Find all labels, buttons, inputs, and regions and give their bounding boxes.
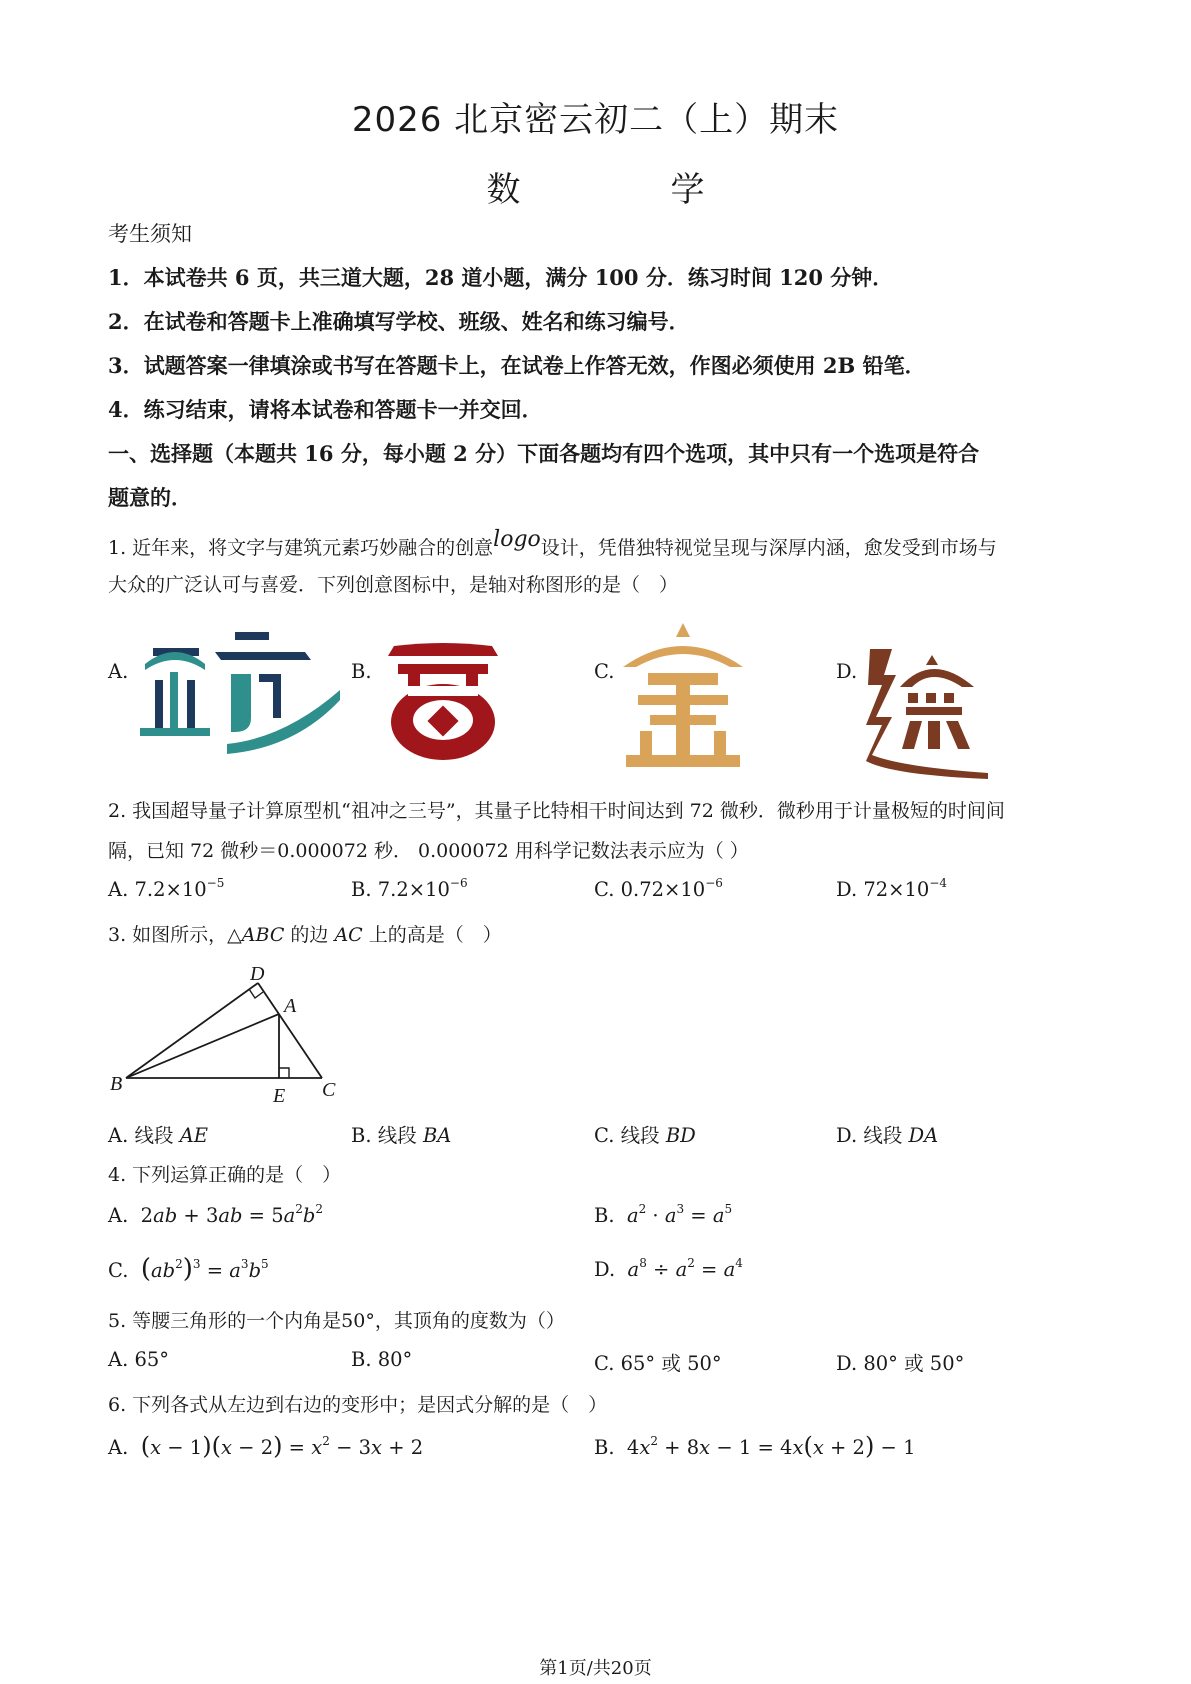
logo-b-red-character[interactable]: [378, 620, 508, 770]
question-1-text-b: 设计，凭借独特视觉呈现与深厚内涵，愈发受到市场与: [540, 537, 997, 559]
q1-option-c-label[interactable]: C.: [594, 660, 615, 683]
logo-d-brown-character[interactable]: [862, 645, 992, 779]
question-1-text-a: 1. 近年来，将文字与建筑元素巧妙融合的创意: [108, 537, 494, 559]
label-a: A: [284, 995, 297, 1017]
label-b: B: [110, 1073, 123, 1095]
question-1-line2: 大众的广泛认可与喜爱．下列创意图标中，是轴对称图形的是（ ）: [108, 574, 679, 596]
q2-option-a-label: A.: [108, 878, 129, 901]
q4-option-b[interactable]: B. $a^2 \cdot a^3 = a^5$: [594, 1202, 733, 1227]
page-footer: 第1页/共20页: [539, 1658, 652, 1679]
q3-option-b-seg: BA: [422, 1124, 452, 1147]
q2-option-d-label: D.: [836, 878, 858, 901]
question-3-abc: ABC: [241, 924, 285, 946]
question-6-line: 6. 下列各式从左边到右边的变形中；是因式分解的是（ ）: [108, 1394, 608, 1416]
q2-option-c[interactable]: [594, 878, 723, 901]
q5-option-b[interactable]: B. 80°: [351, 1348, 413, 1371]
q3-option-d-label: D. 线段: [836, 1124, 909, 1147]
q4-option-d[interactable]: D. $a^8 \div a^2 = a^4$: [594, 1256, 743, 1281]
q3-option-a-label: A. 线段: [108, 1124, 180, 1147]
q2-option-b-base: 7.2×10: [377, 878, 450, 901]
q2-option-d-exp: −4: [929, 876, 948, 890]
question-3-text-b: 的边: [284, 924, 335, 946]
logo-c-gold-character[interactable]: [618, 615, 748, 775]
notice-item-4: 4．练习结束，请将本试卷和答题卡一并交回．: [108, 397, 543, 422]
q5-option-d[interactable]: D. 80° 或 50°: [836, 1352, 965, 1375]
question-4-line: 4. 下列运算正确的是（ ）: [108, 1164, 342, 1186]
q3-option-a-seg: AE: [179, 1124, 209, 1147]
q2-option-b[interactable]: [351, 878, 468, 901]
q2-option-b-label: B.: [351, 878, 372, 901]
q5-option-c[interactable]: C. 65° 或 50°: [594, 1352, 722, 1375]
q2-option-c-label: C.: [594, 878, 615, 901]
right-angle-mark-d: [249, 989, 263, 998]
q4-option-c[interactable]: C. $(ab^2)^3 = a^3b^5$: [108, 1254, 269, 1284]
question-3-text-c: 上的高是（ ）: [362, 924, 502, 946]
q3-option-c-label: C. 线段: [594, 1124, 666, 1147]
question-3-text-a: 3. 如图所示，△: [108, 924, 242, 946]
question-3-line: [108, 920, 502, 947]
label-c: C: [322, 1079, 336, 1101]
q2-option-a[interactable]: [108, 878, 224, 901]
q3-option-c-seg: BD: [665, 1124, 696, 1147]
q4-option-a[interactable]: A. $2ab + 3ab = 5a^2b^2$: [108, 1202, 324, 1227]
q2-option-c-exp: −6: [705, 876, 723, 890]
q2-option-a-exp: −5: [206, 876, 225, 890]
q3-option-d[interactable]: [836, 1120, 938, 1148]
q1-option-a-label[interactable]: A.: [108, 660, 129, 683]
page-subject: 数 学: [486, 170, 763, 210]
q3-option-c[interactable]: [594, 1120, 696, 1148]
q2-option-c-base: 0.72×10: [620, 878, 706, 901]
q2-option-b-exp: −6: [449, 876, 468, 890]
notice-item-2: 2．在试卷和答题卡上准确填写学校、班级、姓名和练习编号．: [108, 309, 690, 334]
question-2-line1: 2. 我国超导量子计算原型机“祖冲之三号”，其量子比特相干时间达到 72 微秒．微秒用于计量极短的时间间: [108, 800, 1005, 822]
question-1-line1: [108, 527, 997, 560]
q3-option-b-label: B. 线段: [351, 1124, 423, 1147]
notice-item-1: 1．本试卷共 6 页，共三道大题，28 道小题，满分 100 分．练习时间 120 分钟．: [108, 265, 894, 290]
q6-option-b[interactable]: B. $4x^2 + 8x - 1 = 4x(x + 2) - 1$: [594, 1432, 916, 1460]
q3-option-a[interactable]: [108, 1120, 208, 1148]
right-angle-mark-e: [279, 1068, 289, 1078]
q2-option-a-base: 7.2×10: [134, 878, 207, 901]
question-2-line2: 隔，已知 72 微秒＝0.000072 秒． 0.000072 用科学记数法表示应为（ ）: [108, 840, 749, 862]
notice-item-3: 3．试题答案一律填涂或书写在答题卡上，在试卷上作答无效，作图必须使用 2B 铅笔．: [108, 353, 926, 378]
q3-option-d-seg: DA: [908, 1124, 939, 1147]
q6-option-a[interactable]: A. $(x - 1)(x - 2) = x^2 - 3x + 2$: [108, 1432, 424, 1460]
section-heading-line2: 题意的．: [108, 485, 192, 510]
page-title: 2026 北京密云初二（上）期末: [351, 100, 840, 140]
label-d: D: [250, 963, 265, 985]
q2-option-d-base: 72×10: [863, 878, 930, 901]
q2-option-d[interactable]: [836, 878, 947, 901]
logo-a-teal-character[interactable]: [135, 620, 345, 770]
q3-option-b[interactable]: [351, 1120, 451, 1148]
notice-heading: 考生须知: [108, 222, 192, 246]
question-5-line: 5. 等腰三角形的一个内角是50°，其顶角的度数为（）: [108, 1310, 565, 1332]
question-1-logo-word: logo: [493, 527, 541, 552]
label-e: E: [273, 1085, 286, 1107]
q1-option-d-label[interactable]: D.: [836, 660, 858, 683]
q5-option-a[interactable]: A. 65°: [108, 1348, 170, 1371]
section-heading-line1: 一、选择题（本题共 16 分，每小题 2 分）下面各题均有四个选项，其中只有一个选项是符合: [108, 441, 980, 466]
triangle-diagram: [100, 962, 360, 1112]
question-3-ac: AC: [334, 924, 363, 946]
q1-option-b-label[interactable]: B.: [351, 660, 372, 683]
